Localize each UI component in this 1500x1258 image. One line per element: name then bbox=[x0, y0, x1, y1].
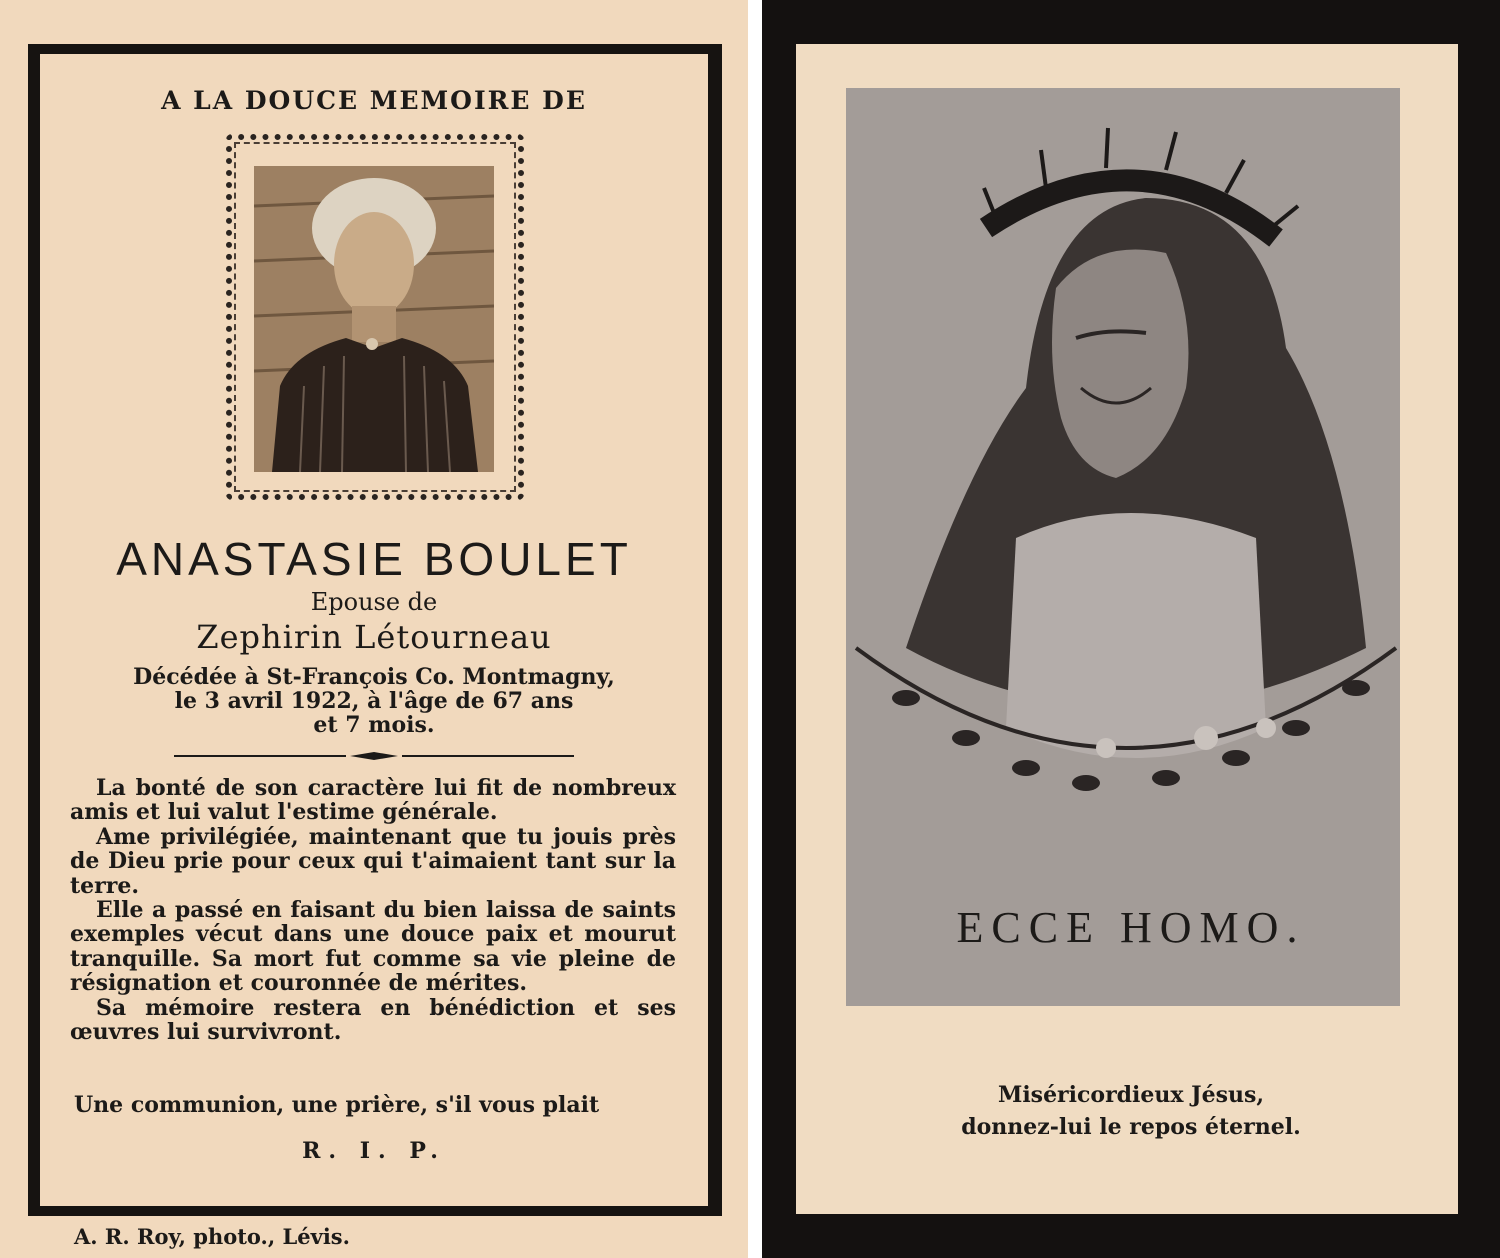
portrait-photo bbox=[254, 166, 494, 472]
memorial-card-back bbox=[762, 0, 1500, 1258]
prayer-request: Une communion, une prière, s'il vous plait bbox=[74, 1092, 600, 1118]
spouse-name: Zephirin Létourneau bbox=[196, 618, 552, 656]
ecce-homo-title: ECCE HOMO. bbox=[956, 903, 1306, 952]
prayer-caption-line1: Miséricordieux Jésus, bbox=[997, 1082, 1265, 1108]
eulogy-paragraph: Elle a passé en faisant du bien laissa de saints exemples vécut dans une douce paix et mourut tranquille. Sa mort fut comme sa vie pleine de résignation et couronnée de mérites. bbox=[70, 897, 676, 997]
memorial-card-front bbox=[0, 0, 748, 1258]
rip-text: R. I. P. bbox=[302, 1138, 446, 1164]
portrait-frame bbox=[226, 134, 524, 500]
ornamental-divider bbox=[174, 752, 574, 760]
photographer-credit: A. R. Roy, photo., Lévis. bbox=[74, 1224, 350, 1249]
ecce-homo-engraving bbox=[846, 88, 1400, 1006]
death-date: le 3 avril 1922, à l'âge de 67 ans bbox=[174, 688, 574, 714]
christ-illustration bbox=[846, 88, 1400, 1006]
prayer-caption-line2: donnez-lui le repos éternel. bbox=[961, 1114, 1301, 1140]
death-age-months: et 7 mois. bbox=[313, 712, 435, 738]
death-place: Décédée à St-François Co. Montmagny, bbox=[133, 664, 615, 690]
eulogy-paragraph: Ame privilégiée, maintenant que tu jouis près de Dieu prie pour ceux qui t'aimaient tant sur la terre. bbox=[70, 823, 676, 899]
card-header: A LA DOUCE MEMOIRE DE bbox=[161, 86, 587, 115]
eulogy-paragraph: Sa mémoire restera en bénédiction et ses œuvres lui survivront. bbox=[70, 994, 676, 1046]
deceased-name: ANASTASIE BOULET bbox=[116, 533, 632, 585]
eulogy-paragraph: La bonté de son caractère lui fit de nombreux amis et lui valut l'estime générale. bbox=[70, 775, 676, 826]
card-gap bbox=[748, 0, 762, 1258]
portrait-figure bbox=[254, 166, 494, 472]
eulogy-text bbox=[70, 776, 676, 1044]
epouse-label: Epouse de bbox=[310, 588, 438, 616]
